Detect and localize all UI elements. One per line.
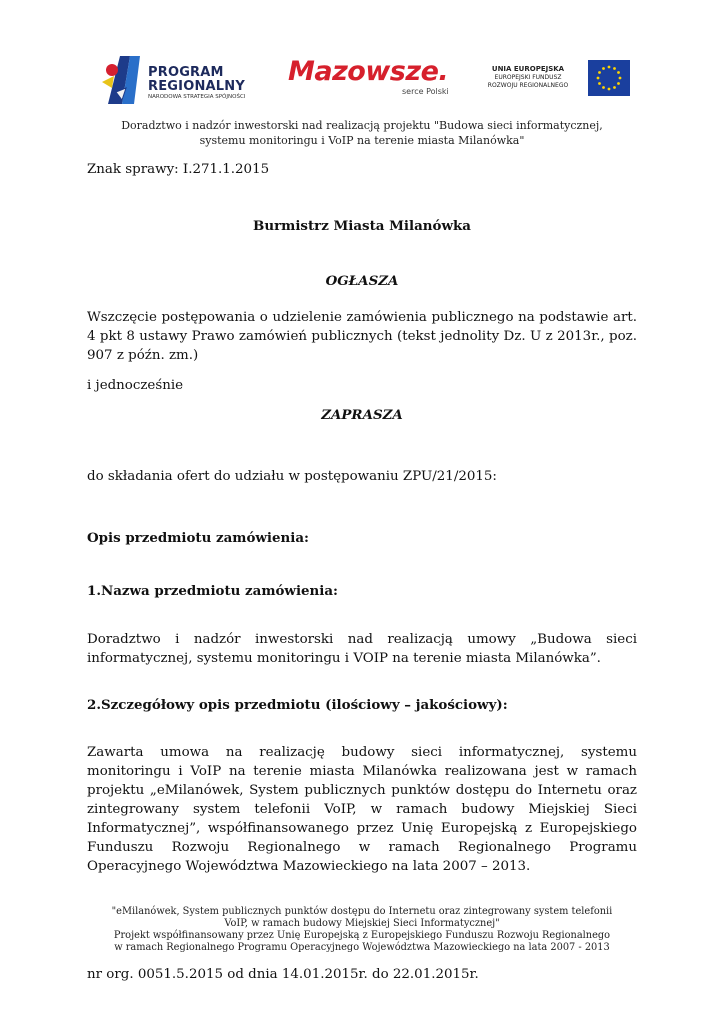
footer-line-3: w ramach Regionalnego Programu Operacyjnego Województwa Mazowieckiego na lata 2007 - 2013: [114, 942, 610, 953]
program-regionalny-subtitle: NARODOWA STRATEGIA SPÓJNOŚCI: [148, 94, 246, 100]
footer-line-1: "eMilanówek, System publicznych punktów dostępu do Internetu oraz zintegrowany system telefonii VoIP, w ramach budowy Miejskiej Sieci Informatycznej": [111, 906, 613, 929]
announces-heading: OGŁASZA: [325, 273, 399, 289]
invites-heading: ZAPRASZA: [321, 407, 403, 423]
eu-logo: [482, 60, 632, 100]
mazowsze-tagline: serce Polski: [402, 87, 449, 96]
eu-flag-icon: [588, 60, 630, 96]
simultaneously-text: i jednocześnie: [87, 378, 184, 393]
program-regionalny-emblem-icon: [100, 52, 146, 104]
invitation-text: do składania ofert do udziału w postępowaniu ZPU/21/2015:: [87, 469, 497, 484]
section-description-heading: Opis przedmiotu zamówienia:: [87, 530, 309, 546]
footer-line-2: Projekt współfinansowany przez Unię Europejską z Europejskiego Funduszu Rozwoju Regionalnego: [113, 930, 611, 941]
section1-paragraph: Doradztwo i nadzór inwestorski nad realizacją umowy „Budowa sieci informatycznej, systemu monitoringu i VOIP na terenie miasta Milanówka”.: [87, 632, 637, 666]
section1-heading: 1.Nazwa przedmiotu zamówienia:: [87, 583, 338, 599]
mazowsze-logo: [288, 56, 460, 102]
registration-number: nr org. 0051.5.2015 od dnia 14.01.2015r. do 22.01.2015r.: [87, 967, 479, 982]
section2-heading: 2.Szczegółowy opis przedmiotu (ilościowy – jakościowy):: [87, 697, 508, 713]
case-number: Znak sprawy: I.271.1.2015: [87, 162, 270, 177]
eu-logo-text: UNIA EUROPEJSKA EUROPEJSKI FUNDUSZ ROZWOJU REGIONALNEGO: [487, 65, 569, 89]
section2-paragraph: Zawarta umowa na realizację budowy sieci informatycznej, systemu monitoringu i VoIP na terenie miasta Milanówka realizowana jest w ramach projektu „eMilanówek, System publicznych punktów dostępu do Internetu oraz zintegrowany system telefonii VoIP, w ramach budowy Miejskiej Sieci Informatycznej”, współfinansowanego przez Unię Europejską z Europejskiego Funduszu Rozwoju Regionalnego w ramach Regionalnego Programu Operacyjnego Województwa Mazowieckiego na lata 2007 – 2013.: [87, 745, 637, 874]
cofinancing-footer: [96, 906, 628, 954]
program-regionalny-logo: [100, 52, 270, 104]
project-header-note: Doradztwo i nadzór inwestorski nad realizacją projektu "Budowa sieci informatycznej, systemu monitoringu i VoIP na terenie miasta Milanówka": [121, 119, 603, 147]
program-regionalny-title: PROGRAM REGIONALNY: [148, 65, 245, 94]
intro-paragraph: Wszczęcie postępowania o udzielenie zamówienia publicznego na podstawie art. 4 pkt 8 ustawy Prawo zamówień publicznych (tekst jednolity Dz. U z 2013r., poz. 907 z późn. zm.): [87, 310, 637, 363]
issuer-heading: Burmistrz Miasta Milanówka: [253, 218, 471, 234]
mazowsze-wordmark: Mazowsze.: [288, 56, 449, 87]
